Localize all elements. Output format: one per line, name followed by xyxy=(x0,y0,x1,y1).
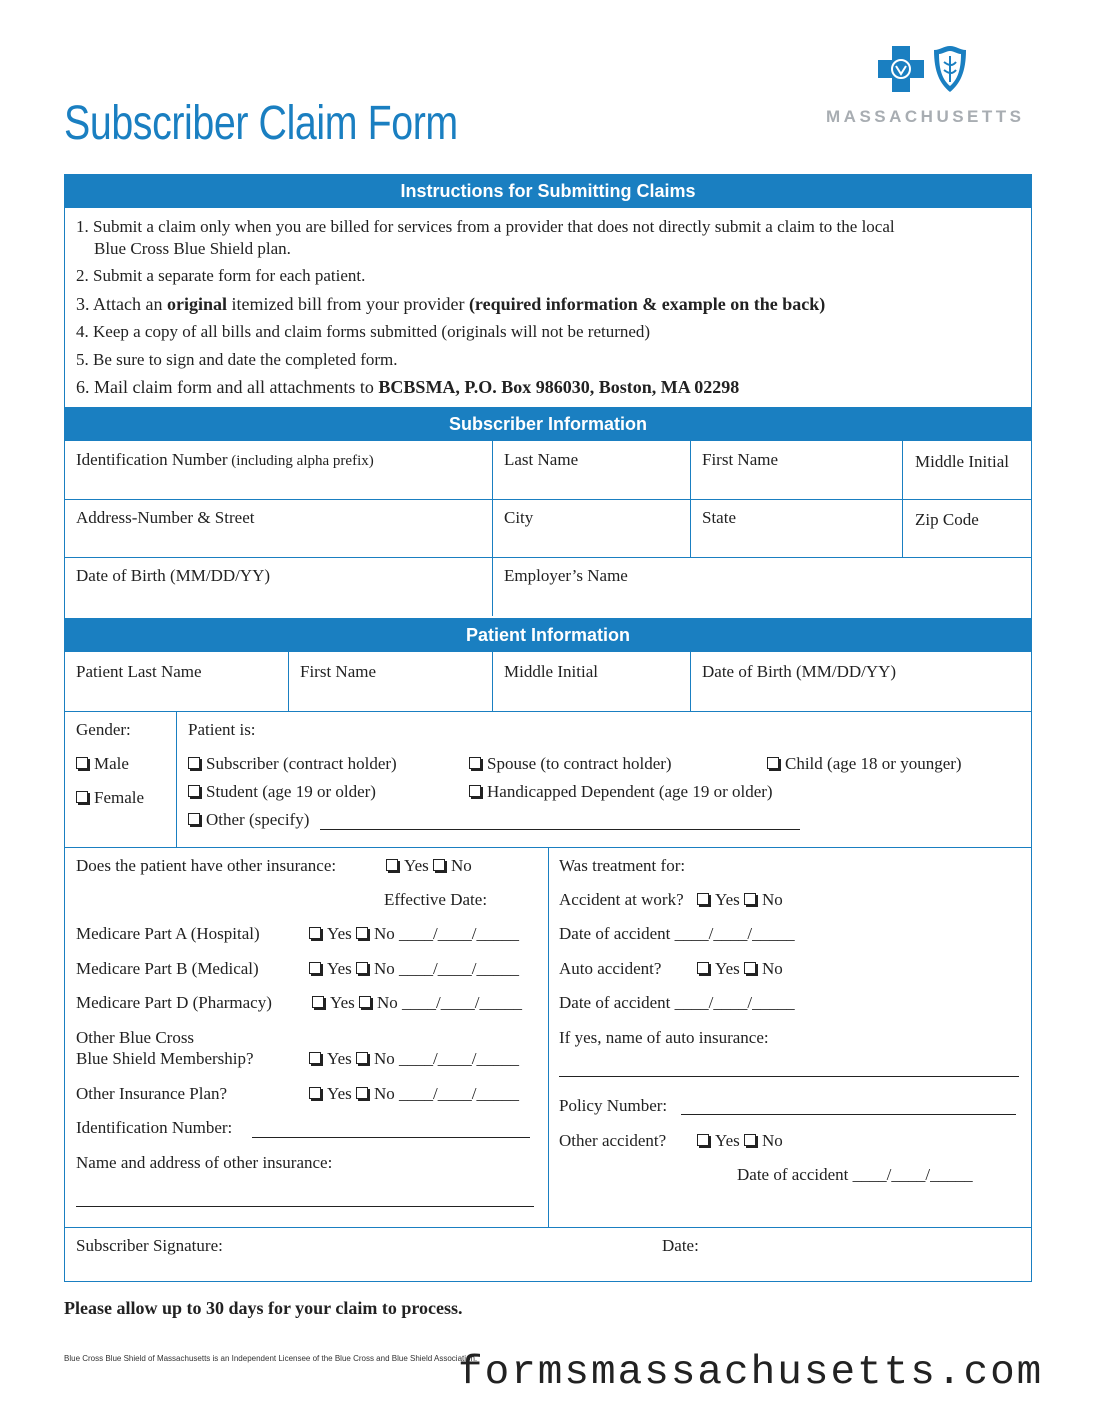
other-insurance-yes-no[interactable]: Yes No xyxy=(386,856,472,876)
accident-work-yes-no[interactable]: Yes No xyxy=(697,890,783,910)
subscriber-state-field[interactable]: State xyxy=(702,508,736,527)
instructions-heading: Instructions for Submitting Claims xyxy=(64,174,1032,208)
other-id-number-line[interactable] xyxy=(252,1137,530,1138)
work-accident-date[interactable]: Date of accident ____/____/_____ xyxy=(559,924,795,943)
subscriber-last-name-field[interactable]: Last Name xyxy=(504,450,579,469)
signature-date-field[interactable]: Date: xyxy=(662,1236,699,1255)
bcbs-logo xyxy=(878,44,974,101)
patient-heading: Patient Information xyxy=(64,618,1032,652)
divider xyxy=(64,1227,1032,1228)
license-note: Blue Cross Blue Shield of Massachusetts is an Independent Licensee of the Blue Cross and Blue Shield Association. xyxy=(64,1354,478,1363)
relationship-other-checkbox[interactable]: Other (specify) xyxy=(188,810,309,830)
divider xyxy=(492,441,493,616)
auto-accident-yes-no[interactable]: Yes No xyxy=(697,959,783,979)
divider xyxy=(548,847,549,1227)
auto-accident-label: Auto accident? xyxy=(559,959,662,978)
divider xyxy=(690,652,691,712)
instruction-3: 3. Attach an original itemized bill from your provider (required information & example on the back) xyxy=(76,294,826,314)
instruction-1b: Blue Cross Blue Shield plan. xyxy=(94,239,291,258)
other-name-address-line[interactable] xyxy=(76,1206,534,1207)
medicare-a-label: Medicare Part A (Hospital) xyxy=(76,924,260,943)
divider xyxy=(492,652,493,712)
policy-number-line[interactable] xyxy=(681,1114,1016,1115)
relationship-subscriber-checkbox[interactable]: Subscriber (contract holder) xyxy=(188,754,397,774)
state-label: MASSACHUSETTS xyxy=(826,107,1025,126)
auto-accident-date[interactable]: Date of accident ____/____/_____ xyxy=(559,993,795,1012)
other-name-address-label: Name and address of other insurance: xyxy=(76,1153,333,1172)
other-insurance-question: Does the patient have other insurance: xyxy=(76,856,337,875)
medicare-b-label: Medicare Part B (Medical) xyxy=(76,959,259,978)
relationship-spouse-checkbox[interactable]: Spouse (to contract holder) xyxy=(469,754,672,774)
page-title: Subscriber Claim Form xyxy=(64,97,458,150)
divider xyxy=(176,711,177,847)
signature-field[interactable]: Subscriber Signature: xyxy=(76,1236,223,1255)
subscriber-id-field[interactable]: Identification Number (including alpha prefix) xyxy=(76,450,374,469)
gender-female-checkbox[interactable]: Female xyxy=(76,788,144,808)
divider xyxy=(288,652,289,712)
instruction-5: 5. Be sure to sign and date the completed form. xyxy=(76,350,398,369)
instruction-6: 6. Mail claim form and all attachments to BCBSMA, P.O. Box 986030, Boston, MA 02298 xyxy=(76,377,740,397)
policy-number-label: Policy Number: xyxy=(559,1096,668,1115)
subscriber-middle-initial-field[interactable]: Middle Initial xyxy=(915,452,1009,471)
relationship-child-checkbox[interactable]: Child (age 18 or younger) xyxy=(767,754,962,774)
subscriber-first-name-field[interactable]: First Name xyxy=(702,450,779,469)
medicare-b-yes-no[interactable]: Yes No ____/____/_____ xyxy=(309,959,519,979)
instruction-1a: 1. Submit a claim only when you are billed for services from a provider that does not directly submit a claim to the local xyxy=(76,217,895,236)
subscriber-heading: Subscriber Information xyxy=(64,407,1032,441)
effective-date-label: Effective Date: xyxy=(384,890,488,909)
subscriber-address-field[interactable]: Address-Number & Street xyxy=(76,508,255,527)
patient-first-name-field[interactable]: First Name xyxy=(300,662,377,681)
other-accident-yes-no[interactable]: Yes No xyxy=(697,1131,783,1151)
subscriber-dob-field[interactable]: Date of Birth (MM/DD/YY) xyxy=(76,566,271,585)
auto-insurance-name-line[interactable] xyxy=(559,1076,1019,1077)
gender-male-checkbox[interactable]: Male xyxy=(76,754,129,774)
other-plan-yes-no[interactable]: Yes No ____/____/_____ xyxy=(309,1084,519,1104)
other-bcbs-yes-no[interactable]: Yes No ____/____/_____ xyxy=(309,1049,519,1069)
medicare-d-label: Medicare Part D (Pharmacy) xyxy=(76,993,272,1012)
patient-is-label: Patient is: xyxy=(188,720,256,739)
other-bcbs-label-2: Blue Shield Membership? xyxy=(76,1049,254,1068)
divider xyxy=(64,557,1032,558)
other-accident-label: Other accident? xyxy=(559,1131,667,1150)
divider xyxy=(902,441,903,557)
patient-middle-initial-field[interactable]: Middle Initial xyxy=(504,662,598,681)
other-accident-date[interactable]: Date of accident ____/____/_____ xyxy=(737,1165,973,1184)
patient-dob-field[interactable]: Date of Birth (MM/DD/YY) xyxy=(702,662,897,681)
medicare-a-yes-no[interactable]: Yes No ____/____/_____ xyxy=(309,924,519,944)
other-specify-line[interactable] xyxy=(320,829,800,830)
other-id-number-label: Identification Number: xyxy=(76,1118,233,1137)
other-bcbs-label-1: Other Blue Cross xyxy=(76,1028,195,1047)
gender-label: Gender: xyxy=(76,720,131,739)
divider xyxy=(690,441,691,557)
treatment-heading: Was treatment for: xyxy=(559,856,686,875)
watermark: formsmassachusetts.com xyxy=(458,1350,1044,1396)
instruction-4: 4. Keep a copy of all bills and claim forms submitted (originals will not be returned) xyxy=(76,322,651,341)
subscriber-employer-field[interactable]: Employer’s Name xyxy=(504,566,628,585)
divider xyxy=(64,711,1032,712)
subscriber-city-field[interactable]: City xyxy=(504,508,534,527)
relationship-student-checkbox[interactable]: Student (age 19 or older) xyxy=(188,782,376,802)
patient-last-name-field[interactable]: Patient Last Name xyxy=(76,662,202,681)
subscriber-zip-field[interactable]: Zip Code xyxy=(915,510,979,529)
other-plan-label: Other Insurance Plan? xyxy=(76,1084,228,1103)
auto-insurance-name-label: If yes, name of auto insurance: xyxy=(559,1028,769,1047)
medicare-d-yes-no[interactable]: Yes No ____/____/_____ xyxy=(312,993,522,1013)
accident-work-label: Accident at work? xyxy=(559,890,684,909)
divider xyxy=(64,499,1032,500)
relationship-handicapped-checkbox[interactable]: Handicapped Dependent (age 19 or older) xyxy=(469,782,773,802)
instruction-2: 2. Submit a separate form for each patient. xyxy=(76,266,366,285)
processing-note: Please allow up to 30 days for your claim to process. xyxy=(64,1298,463,1318)
